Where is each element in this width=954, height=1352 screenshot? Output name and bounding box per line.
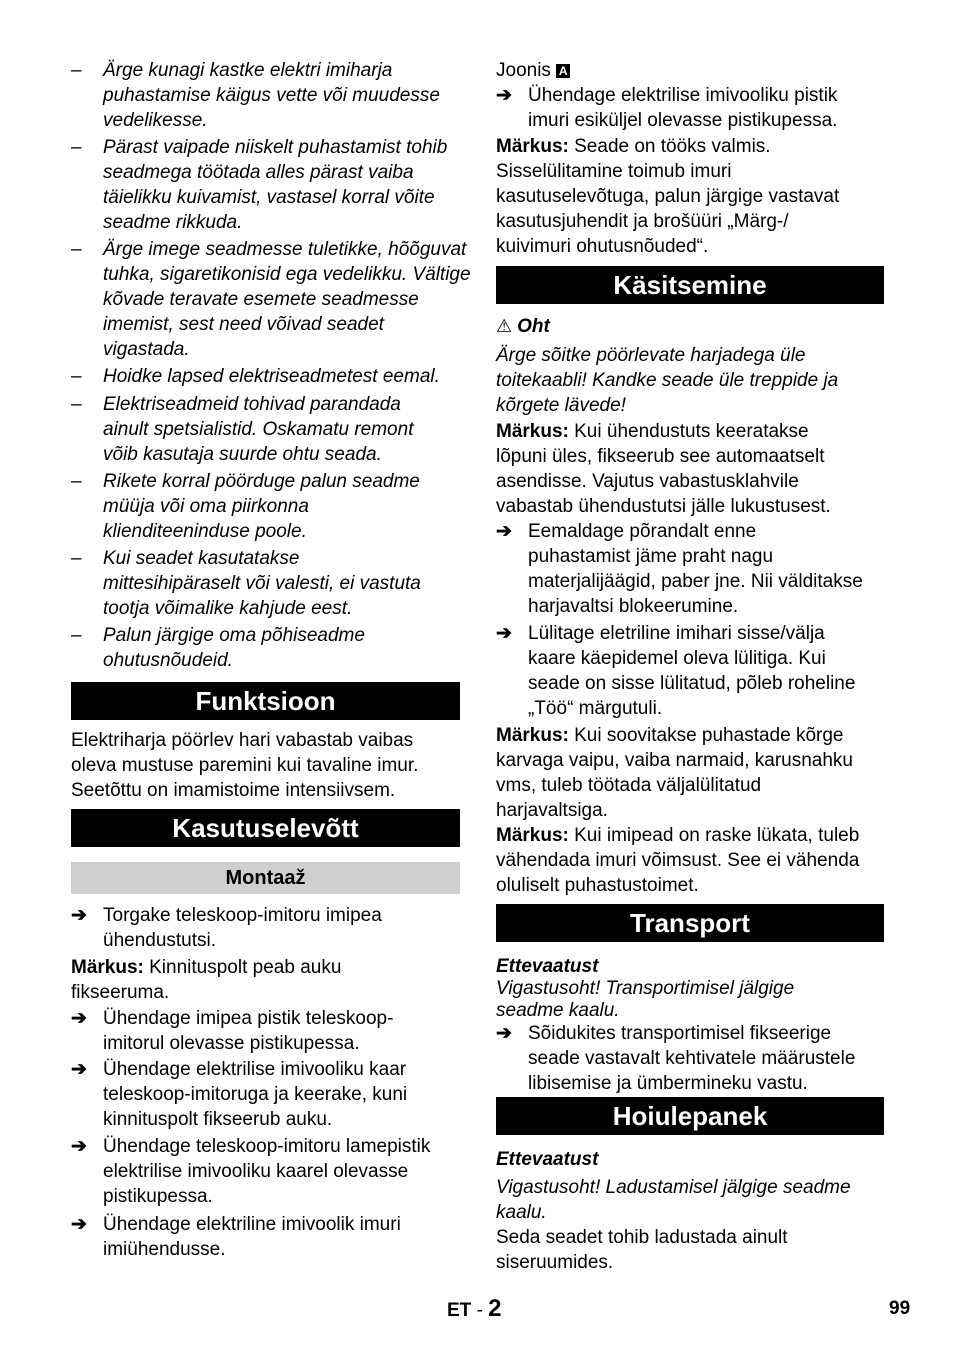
safety-bullet-line: tuhka, sigaretikonisid ega vedelikku. Vältige [103,264,471,285]
safety-bullet-line: kõvade teravate esemete seadmesse [103,289,419,310]
dash-bullet: – [71,137,82,158]
footer-page-in-section: 2 [488,1295,502,1322]
dash-bullet: – [71,239,82,260]
safety-bullet-line: imemist, sest need võivad seadet [103,314,384,335]
storage-warning-line: Vigastusoht! Ladustamisel jälgige seadme [496,1177,851,1198]
step-text-line: seade vastavalt kehtivatele määrustele [528,1048,856,1069]
step-text-line: imiühendusse. [103,1239,226,1260]
safety-bullet-line: Pärast vaipade niiskelt puhastamist tohib [103,137,448,158]
arrow-icon: ➔ [71,1008,87,1029]
safety-bullet-line: Rikete korral pöörduge palun seadme [103,471,420,492]
section-title-hoiulepanek: Hoiulepanek [496,1097,884,1135]
safety-bullet-line: Elektriseadmeid tohivad parandada [103,394,401,415]
arrow-icon: ➔ [496,623,512,644]
dash-bullet: – [71,394,82,415]
note-ready-cont-line: kasutusjuhendit ja brošüüri „Märg-/ [496,211,789,232]
arrow-icon: ➔ [496,85,512,106]
figure-reference [496,58,570,83]
safety-bullet-line: müüja või oma piirkonna [103,496,309,517]
safety-bullet-line: mittesihipäraselt või valesti, ei vastuta [103,573,421,594]
figure-a-icon: A [556,64,570,78]
arrow-icon: ➔ [71,905,87,926]
note-lock-cont-line: asendisse. Vajutus vabastusklahvile [496,471,799,492]
transport-warning-line: Vigastusoht! Transportimisel jälgige [496,978,795,999]
note-ready [496,134,771,159]
arrow-icon: ➔ [71,1214,87,1235]
danger-label: Oht [517,316,550,337]
step-text-line: pistikupessa. [103,1186,213,1207]
step-text-line: libisemise ja ümbermineku vastu. [528,1073,808,1094]
safety-bullet-line: Kui seadet kasutatakse [103,548,300,569]
dash-bullet: – [71,60,82,81]
step-text-line: Eemaldage põrandalt enne [528,521,757,542]
step-text-line: materjalijäägid, paber jne. Nii välditakse [528,571,863,592]
note-longpile [496,723,843,748]
note-longpile-text: Kui soovitakse puhastade kõrge [568,725,844,746]
safety-bullet-line: täielikku kuivamist, vastasel korral võite [103,187,435,208]
figure-label: Joonis [496,60,557,81]
safety-bullet-line: vedelikesse. [103,110,208,131]
safety-bullet-line: Hoidke lapsed elektriseadmetest eemal. [103,366,440,387]
section-title-kasitsemine: Käsitsemine [496,266,884,304]
note-ready-text: Seade on tööks valmis. [568,136,771,157]
footer-sep: - [476,1300,489,1321]
footer-section-marker [447,1296,502,1323]
note-montaaz-label: Märkus: [71,957,144,978]
danger-text-line: kõrgete lävede! [496,395,626,416]
funktsioon-text-line: Elektriharja pöörlev hari vabastab vaibas [71,730,414,751]
danger-heading [496,314,550,339]
funktsioon-text-line: Seetõttu on imamistoime intensiivsem. [71,780,396,801]
step-text-line: Ühendage elektrilise imivooliku pistik [528,85,838,106]
step-text-line: Ühendage teleskoop-imitoru lamepistik [103,1136,431,1157]
step-text-line: harjavaltsi blokeerumine. [528,596,739,617]
storage-warning-line: kaalu. [496,1202,547,1223]
footer-lang: ET [447,1300,477,1321]
dash-bullet: – [71,625,82,646]
note-ready-cont-line: kasutuselevõtuga, palun järgige vastavat [496,186,840,207]
safety-bullet-line: Palun järgige oma põhiseadme [103,625,365,646]
note-power-cont-line: oluliselt puhastustoimet. [496,875,699,896]
note-longpile-label: Märkus: [496,725,569,746]
transport-warning-line: seadme kaalu. [496,1000,620,1021]
danger-text-line: toitekaabli! Kandke seade üle treppide ja [496,370,839,391]
section-title-kasutuselevott: Kasutuselevõtt [71,809,460,847]
note-power-cont-line: vähendada imuri võimsust. See ei vähenda [496,850,860,871]
note-lock-cont-line: vabastab ühendustutsi jälle lukustusest. [496,496,831,517]
safety-bullet-line: ohutusnõudeid. [103,650,233,671]
safety-bullet-line: puhastamise käigus vette või muudesse [103,85,440,106]
note-montaaz-text: Kinnituspolt peab auku [143,957,342,978]
step-text-line: Ühendage elektriline imivoolik imuri [103,1214,401,1235]
subsection-title-montaaz: Montaaž [71,862,460,894]
arrow-icon: ➔ [496,1023,512,1044]
section-title-funktsioon: Funktsioon [71,682,460,720]
note-longpile-cont-line: harjavaltsiga. [496,800,608,821]
note-lock-label: Märkus: [496,421,569,442]
note-power [496,823,859,848]
step-text-line: imuri esiküljel olevasse pistikupessa. [528,110,838,131]
step-text-line: puhastamist jäme praht nagu [528,546,774,567]
safety-bullet-line: vigastada. [103,339,190,360]
step-text-line: Lülitage eletriline imihari sisse/välja [528,623,825,644]
dash-bullet: – [71,366,82,387]
step-text-line: seade on sisse lülitatud, põleb roheline [528,673,856,694]
caution-label: Ettevaatust [496,956,599,977]
step-text-line: imitorul olevasse pistikupessa. [103,1033,360,1054]
safety-bullet-line: ainult spetsialistid. Oskamatu remont [103,419,414,440]
arrow-icon: ➔ [71,1059,87,1080]
danger-text-line: Ärge sõitke pöörlevate harjadega üle [496,345,806,366]
dash-bullet: – [71,471,82,492]
note-lock-cont-line: lõpuni üles, fikseerub see automaatselt [496,446,825,467]
note-montaaz-cont: fikseeruma. [71,982,170,1003]
step-text-line: teleskoop-imitoruga ja keerake, kuni [103,1084,408,1105]
note-longpile-cont-line: karvaga vaipu, vaiba narmaid, karusnahku [496,750,853,771]
step-text-line: kaare käepidemel oleva lülitiga. Kui [528,648,826,669]
step-text-line: Ühendage elektrilise imivooliku kaar [103,1059,407,1080]
step-text-line: Sõidukites transportimisel fikseerige [528,1023,832,1044]
warning-triangle-icon: ⚠ [496,316,518,336]
arrow-icon: ➔ [496,521,512,542]
step-text-line: Torgake teleskoop-imitoru imipea [103,905,382,926]
step-text-line: ühendustutsi. [103,930,217,951]
storage-text-line: siseruumides. [496,1252,614,1273]
safety-bullet-line: seadmega töötada alles pärast vaiba [103,162,414,183]
safety-bullet-line: klienditeeninduse poole. [103,521,307,542]
storage-text-line: Seda seadet tohib ladustada ainult [496,1227,788,1248]
note-ready-cont-line: Sisselülitamine toimub imuri [496,161,732,182]
note-montaaz [71,955,341,980]
safety-bullet-line: võib kasutaja suurde ohtu seada. [103,444,382,465]
footer-page-number: 99 [889,1298,911,1319]
note-longpile-cont-line: vms, tuleb töötada väljalülitatud [496,775,762,796]
step-text-line: „Töö“ märgutuli. [528,698,663,719]
note-power-text: Kui imipead on raske lükata, tuleb [568,825,860,846]
safety-bullet-line: Ärge kunagi kastke elektri imiharja [103,60,393,81]
note-ready-label: Märkus: [496,136,569,157]
safety-bullet-line: seadme rikkuda. [103,212,243,233]
caution-label: Ettevaatust [496,1149,599,1170]
note-lock [496,419,809,444]
dash-bullet: – [71,548,82,569]
step-text-line: elektrilise imivooliku kaarel olevasse [103,1161,409,1182]
note-lock-text: Kui ühendustuts keeratakse [568,421,809,442]
safety-bullet-line: tootja võimalike kahjude eest. [103,598,353,619]
note-ready-cont-line: kuivimuri ohutusnõuded“. [496,236,709,257]
arrow-icon: ➔ [71,1136,87,1157]
safety-bullet-line: Ärge imege seadmesse tuletikke, hõõguvat [103,239,467,260]
funktsioon-text-line: oleva mustuse paremini kui tavaline imur. [71,755,419,776]
note-power-label: Märkus: [496,825,569,846]
step-text-line: Ühendage imipea pistik teleskoop- [103,1008,394,1029]
step-text-line: kinnituspolt fikseerub auku. [103,1109,333,1130]
section-title-transport: Transport [496,904,884,942]
